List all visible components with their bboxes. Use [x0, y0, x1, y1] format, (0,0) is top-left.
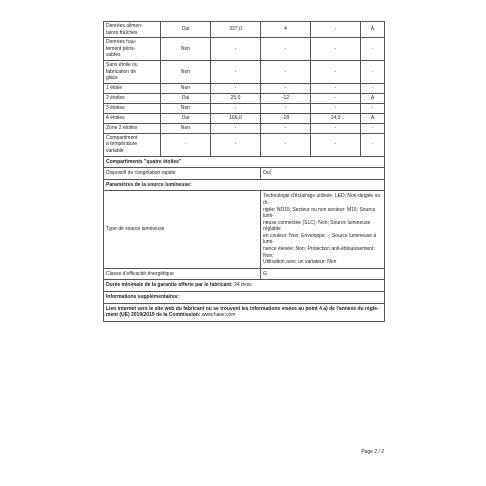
compartment-climate: - — [361, 103, 385, 113]
compartment-name: 1 étoile — [104, 83, 161, 93]
manufacturer-link-row — [104, 303, 385, 321]
compartment-name: 3 étoiles — [104, 103, 161, 113]
compartment-temp: - — [261, 60, 311, 83]
compartment-climate: - — [361, 38, 385, 61]
compartment-name: Sans étoile ou fabrication de glace — [104, 60, 161, 83]
warranty-cell — [104, 280, 385, 292]
compartment-name: 2 étoiles — [104, 93, 161, 103]
compartment-climate: - — [361, 60, 385, 83]
compartment-row — [104, 22, 385, 38]
compartment-temp: - — [261, 83, 311, 93]
compartment-star: - — [311, 133, 361, 156]
compartment-star: - — [311, 93, 361, 103]
compartment-star: - — [311, 38, 361, 61]
compartment-volume: - — [211, 123, 261, 133]
compartment-present: Non — [161, 103, 211, 113]
four-star-heading-row — [104, 156, 385, 168]
compartment-volume: 166,0 — [211, 113, 261, 123]
warranty-value: 24 mois — [234, 282, 252, 289]
compartment-present: Non — [161, 60, 211, 83]
compartment-star: - — [311, 83, 361, 93]
compartment-climate: - — [361, 123, 385, 133]
compartment-temp: 4 — [261, 22, 311, 38]
compartment-row — [104, 123, 385, 133]
product-information-sheet — [103, 21, 384, 322]
compartment-volume: - — [211, 38, 261, 61]
light-source-heading-row — [104, 179, 385, 191]
warranty-row — [104, 280, 385, 292]
compartment-climate: - — [361, 133, 385, 156]
energy-class-label: Classe d'efficacité énergétique — [104, 268, 261, 280]
compartment-climate: A — [361, 113, 385, 123]
compartment-name: 4 étoiles — [104, 113, 161, 123]
extra-info-row — [104, 292, 385, 304]
compartment-star: - — [311, 22, 361, 38]
compartment-present: - — [161, 133, 211, 156]
compartment-temp: -18 — [261, 113, 311, 123]
compartment-temp: - — [261, 123, 311, 133]
compartment-row — [104, 93, 385, 103]
compartment-temp: - — [261, 38, 311, 61]
compartment-present: Non — [161, 38, 211, 61]
compartment-table — [103, 21, 385, 322]
light-source-type-row — [104, 191, 385, 269]
compartment-star: - — [311, 103, 361, 113]
fast-freeze-label: Dispositif de congélation rapide — [104, 168, 261, 180]
compartment-volume: - — [211, 83, 261, 93]
compartment-volume: 337,0 — [211, 22, 261, 38]
energy-class-value: G — [261, 268, 385, 280]
compartment-star: - — [311, 60, 361, 83]
compartment-name: Denrées hau- tement péris- sables — [104, 38, 161, 61]
light-source-type-label: Type de source lumineuse — [104, 191, 261, 269]
compartment-star: - — [311, 123, 361, 133]
compartment-volume: - — [211, 133, 261, 156]
energy-class-row — [104, 268, 385, 280]
manufacturer-link[interactable]: www.haier.com — [201, 312, 236, 319]
compartment-volume: 25,0 — [211, 93, 261, 103]
compartment-row — [104, 38, 385, 61]
compartment-present: Oui — [161, 113, 211, 123]
compartment-name: Compartiment à température variable — [104, 133, 161, 156]
compartment-temp: - — [261, 133, 311, 156]
light-source-type-value: Technologie d'éclairage utilisée: LED; Non-dirigée ou di- rigée: ND15; Secteur ou non secteur: M15; Source lumi- neuse connectée (SLC): Non; Source lumineuse réglable en couleur: Non; Enveloppe: -; Source lumineuse à lumi- nance élevée: Non; Protection anti-éblouissement: Non; Utilisation avec un variateur: Non — [261, 191, 385, 269]
compartment-name: Denrées alimen- taires fraîches — [104, 22, 161, 38]
light-source-heading: Paramètres de la source lumineuse: — [104, 179, 385, 191]
compartment-present: Non — [161, 83, 211, 93]
compartment-temp: - — [261, 103, 311, 113]
compartment-star: 14,0 — [311, 113, 361, 123]
compartment-name: Zone 2 étoiles — [104, 123, 161, 133]
compartment-temp: -12 — [261, 93, 311, 103]
compartment-climate: A — [361, 22, 385, 38]
compartment-row — [104, 83, 385, 93]
compartment-row — [104, 133, 385, 156]
compartment-volume: - — [211, 103, 261, 113]
compartment-present: Oui — [161, 93, 211, 103]
fast-freeze-row — [104, 168, 385, 180]
extra-info-label: Informations supplémentaires: — [104, 292, 385, 304]
compartment-present: Non — [161, 123, 211, 133]
manufacturer-link-text: Lien internet vers le site web du fabricant où se trouvent les informations visées au point 4 a) de l'annexe du règle- ment (UE) 2019/2019 de la Commission: — [106, 305, 379, 319]
compartment-row — [104, 103, 385, 113]
compartment-climate: - — [361, 83, 385, 93]
page-number: Page 2 / 2 — [361, 449, 384, 455]
fast-freeze-value: Oui — [261, 168, 385, 180]
compartment-row — [104, 113, 385, 123]
compartment-volume: - — [211, 60, 261, 83]
compartment-row — [104, 60, 385, 83]
manufacturer-link-cell — [104, 303, 385, 321]
compartment-climate: A — [361, 93, 385, 103]
warranty-label: Durée minimale de la garantie offerte par le fabricant: — [106, 282, 233, 289]
compartment-present: Oui — [161, 22, 211, 38]
four-star-heading: Compartiments "quatre étoiles" — [104, 156, 385, 168]
